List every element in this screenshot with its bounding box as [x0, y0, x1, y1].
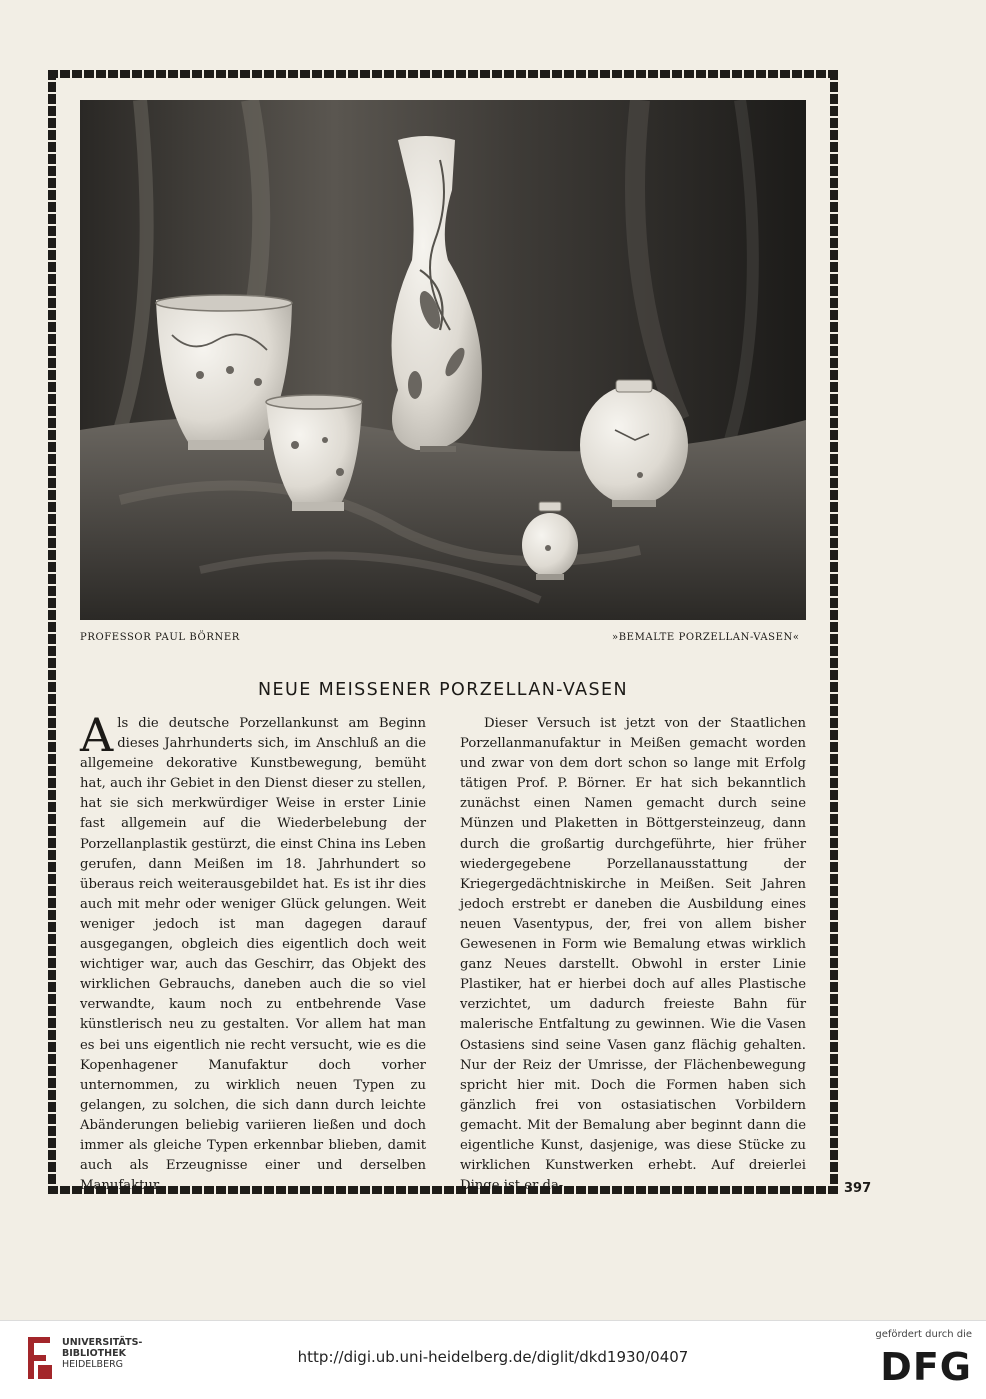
border-left [48, 70, 56, 1194]
funding-note: gefördert durch die [875, 1329, 972, 1340]
library-name-line1: UNIVERSITÄTS- [62, 1337, 143, 1348]
article-column-right [460, 714, 806, 1196]
article-title: NEUE MEISSENER PORZELLAN-VASEN [258, 680, 628, 700]
dfg-logo: DFG [880, 1345, 972, 1389]
article-paragraph-left: Als die deutsche Porzellankunst am Beginn dieses Jahrhunderts sich, im Anschluß an die allgemeine dekorative Kunstbewegung, bemüht hat, auch ihr Gebiet in den Dienst dieser zu stellen, hat sie sich merkwürdiger Weise in erster Linie fast allgemein auf die Wiederbelebung der Porzellanplastik gestürzt, die einst China ins Leben gerufen, dann Meißen im 18. Jahrhundert so überaus reich weiterausgebildet hat. Es ist ihr dies auch mit mehr oder weniger Glück gelungen. Weit weniger jedoch ist man dagegen darauf ausgegangen, obgleich dies eigentlich doch weit wichtiger war, auch das Geschirr, das Objekt des wirklichen Gebrauchs, daneben auch die so viel verwandte, kaum noch zu entbehrende Vase künstlerisch neu zu gestalten. Vor allem hat man es bei uns eigentlich nie recht versucht, wie es die Kopenhagener Manufaktur doch vorher unternommen, zu wirklich neuen Typen zu gelangen, zu solchen, die sich dann durch leichte Abänderungen beliebig variieren ließen und doch immer als gleiche Typen erkennbar blieben, damit auch als Erzeugnisse einer und derselben Manufaktur. [80, 708, 426, 1194]
permalink-url[interactable]: http://digi.ub.uni-heidelberg.de/diglit/dkd1930/0407 [297, 1348, 689, 1366]
border-right [830, 70, 838, 1194]
library-name-line3: HEIDELBERG [62, 1359, 124, 1370]
photo-caption-title: »BEMALTE PORZELLAN-VASEN« [612, 632, 800, 643]
library-name-line2: BIBLIOTHEK [62, 1348, 126, 1359]
article-paragraph-right: Dieser Versuch ist jetzt von der Staatlichen Porzellanmanufaktur in Meißen gemacht worden und zwar von dem dort schon so lange mit Erfolg tätigen Prof. P. Börner. Er hat sich bekanntlich zunächst einen Namen gemacht durch seine Münzen und Plaketten in Böttgersteinzeug, dann durch die großartig durchgeführte, hier früher wiedergegebene Porzellanausstattung der Kriegergedächtniskirche in Meißen. Seit Jahren jedoch erstrebt er daneben die Ausbildung eines neuen Vasentypus, der, frei von allem bisher Gewesenen in Form wie Bemalung etwas wirklich ganz Neues darstellt. Obwohl in erster Linie Plastiker, hat er hierbei doch auf alles Plastische verzichtet, um dadurch freieste Bahn für malerische Entfaltung zu gewinnen. Wie die Vasen Ostasiens sind seine Vasen ganz flächig gehalten. Nur der Reiz der Umrisse, der Flächenbewegung spricht hier mit. Doch die Formen haben sich gänzlich frei von ostasiatischen Vorbildern gemacht. Mit der Bemalung aber beginnt dann die eigentliche Kunst, dasjenige, was diese Stücke zu wirklichen Kunstwerken erhebt. Auf dreierlei Dinge ist er da- [460, 716, 806, 1194]
vases-photograph [80, 100, 806, 620]
page-number: 397 [844, 1181, 872, 1196]
viewer-footer [0, 1320, 986, 1399]
article-column-left [80, 708, 426, 1196]
photo-caption-author: PROFESSOR PAUL BÖRNER [80, 632, 240, 643]
border-top [48, 70, 838, 78]
vases-photo-illustration [80, 100, 806, 620]
